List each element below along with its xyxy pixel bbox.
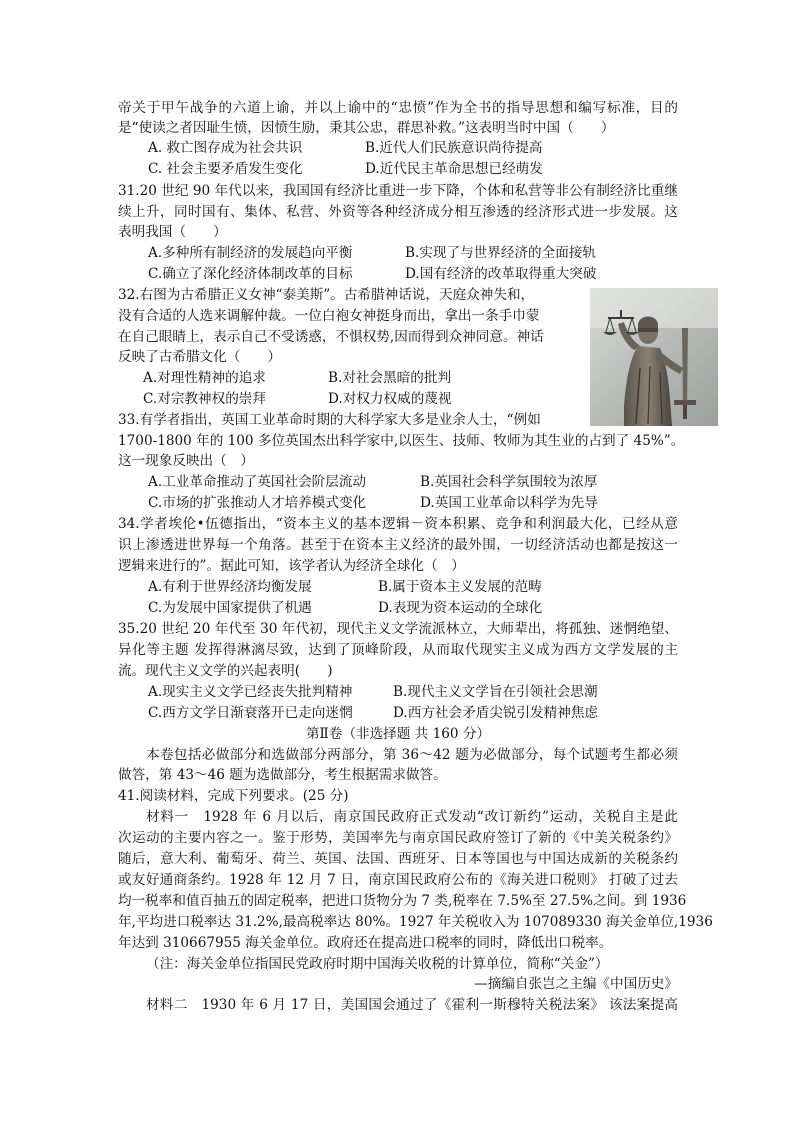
q34-option-d: D.表现为资本运动的全球化	[378, 600, 543, 616]
q35-option-d: D.西方社会矛盾尖锐引发精神焦虑	[393, 705, 599, 721]
q34-line-2: 识上渗透进世界每一个角落。甚至于在资本主义经济的最外围，一切经济活动也都是按这一	[118, 537, 678, 553]
q30-option-d: D.近代民主革命思想已经萌发	[365, 161, 543, 177]
q30-option-c: C. 社会主要矛盾发生变化	[148, 161, 303, 177]
q34-option-b: B.属于资本主义发展的范畴	[378, 579, 542, 595]
q35-line-3: 流。现代主义文学的兴起表明( )	[118, 663, 333, 679]
q41-material1-line-5: 均一税率和值百抽五的固定税率，把进口货物分为 7 类,税率在 7.5%至 27.5%之间。到 1936	[118, 893, 687, 909]
q30-option-a: A. 救亡图存成为社会共识	[148, 140, 303, 156]
q34-line-1: 34.学者埃伦•伍德指出，“资本主义的基本逻辑－资本积累、竞争和利润最大化，已经从意	[118, 516, 678, 532]
q35-line-2: 异化等主题 发挥得淋漓尽致，达到了顶峰阶段，从而取代现实主义成为西方文学发展的主	[118, 642, 678, 658]
q33-line-1: 33.有学者指出，英国工业革命时期的大科学家大多是业余人士，“例如	[118, 412, 541, 428]
part2-title: 第Ⅱ卷（非选择题 共 160 分）	[305, 726, 491, 742]
q31-option-d: D.国有经济的改革取得重大突破	[405, 266, 597, 282]
q32-line-1: 32.右图为古希腊正义女神“泰美斯”。古希腊神话说，天庭众神失和，	[118, 287, 535, 303]
part2-intro-line-2: 做答，第 43～46 题为选做部分，考生根据需求做答。	[118, 767, 447, 783]
q33-option-b: B.英国社会科学氛围较为浓厚	[420, 474, 598, 490]
themis-statue-image	[590, 288, 718, 426]
q41-material1-line-6: 年,平均进口税率达 31.2%,最高税率达 80%。1927 年关税收入为 107089330 海关金单位,1936	[118, 914, 713, 930]
q31-line-3: 表明我国（ ）	[118, 224, 227, 240]
q41-material1-line-7: 年达到 310667955 海关金单位。政府还在提高进口税率的同时，降低出口税率。	[118, 935, 613, 951]
q30-option-b: B.近代人们民族意识尚待提高	[365, 140, 543, 156]
q33-line-2: 1700-1800 年的 100 多位英国杰出科学家中,以医生、技师、牧师为其生业的占到了 45%”。	[118, 433, 685, 449]
q41-material1-line-3: 随后，意大利、葡萄牙、荷兰、英国、法国、西班牙、日本等国也与中国达成新的关税条约	[118, 851, 678, 867]
q32-option-a: A.对理性精神的追求	[143, 370, 266, 386]
q34-option-c: C.为发展中国家提供了机遇	[148, 600, 312, 616]
q33-option-c: C.市场的扩张推动人才培养模式变化	[148, 495, 367, 511]
q33-option-a: A.工业革命推动了英国社会阶层流动	[148, 474, 367, 490]
q31-line-2: 续上升，同时国有、集体、私营、外资等各种经济成分相互渗透的经济形式进一步发展。这	[118, 204, 678, 220]
q32-option-d: D.对权力权威的蔑视	[328, 391, 452, 407]
q41-source: —摘编自张岂之主编《中国历史》	[474, 976, 678, 992]
q41-note: （注：海关金单位指国民党政府时期中国海关收税的计算单位，简称“关金”）	[146, 956, 609, 972]
q35-line-1: 35.20 世纪 20 年代至 30 年代初，现代主义文学流派林立，大师辈出，将孤独、迷惘绝望、	[118, 621, 678, 637]
part2-intro-line-1: 本卷包括必做部分和选做部分两部分，第 36～42 题为必做部分，每个试题考生都必须	[146, 747, 678, 763]
q31-option-c: C.确立了深化经济体制改革的目标	[148, 266, 353, 282]
q32-line-2: 没有合适的人选来调解仲裁。一位白袍女神挺身而出，拿出一条手巾蒙	[118, 308, 540, 324]
q34-line-3: 逻辑来进行的”。据此可知，该学者认为经济全球化（ ）	[118, 558, 465, 574]
q35-option-c: C.西方文学日渐衰落开已走向迷惘	[148, 705, 353, 721]
q41-material1-line-2: 次运动的主要内容之一。鉴于形势，美国率先与南京国民政府签订了新的《中美关税条约》	[118, 830, 678, 846]
q31-option-b: B.实现了与世界经济的全面接轨	[405, 245, 597, 261]
q41-material2-line-1: 材料二 1930 年 6 月 17 日，美国国会通过了《霍利一斯穆特关税法案》 该法案提高	[146, 997, 678, 1013]
q31-line-1: 31.20 世纪 90 年代以来，我国国有经济比重进一步下降，个体和私营等非公有制经济比重继	[118, 183, 678, 199]
q41-heading: 41.阅读材料，完成下列要求。(25 分)	[118, 788, 349, 804]
q35-option-b: B.现代主义文学旨在引领社会思潮	[393, 684, 598, 700]
q30-line-1: 帝关于甲午战争的六道上谕，并以上谕中的“忠愤”作为全书的指导思想和编写标准，目的	[118, 100, 678, 116]
q30-line-2: 是“使读之者因耻生愤，因愤生励，秉其公忠，群思补救。”这表明当时中国（ ）	[118, 120, 615, 136]
q33-option-d: D.英国工业革命以科学为先导	[420, 495, 598, 511]
q33-line-3: 这一现象反映出（ ）	[118, 453, 254, 469]
q41-material1-line-1: 材料一 1928 年 6 月以后，南京国民政府正式发动“改订新约”运动，关税自主是此	[146, 809, 678, 825]
q31-option-a: A.多种所有制经济的发展趋向平衡	[148, 245, 353, 261]
themis-statue-svg	[590, 288, 718, 426]
q34-option-a: A.有利于世界经济均衡发展	[148, 579, 312, 595]
q32-option-c: C.对宗教神权的崇拜	[143, 391, 266, 407]
q32-line-3: 在自己眼睛上，表示自己不受诱惑，不惧权势,因而得到众神同意。神话	[118, 329, 544, 345]
q41-material1-line-4: 或友好通商条约。1928 年 12 月 7 日，南京国民政府公布的《海关进口税则》 打破了过去	[118, 872, 678, 888]
q32-line-4: 反映了古希腊文化（ ）	[118, 349, 282, 365]
q32-option-b: B.对社会黑暗的批判	[328, 370, 452, 386]
q35-option-a: A.现实主义文学已经丧失批判精神	[148, 684, 353, 700]
